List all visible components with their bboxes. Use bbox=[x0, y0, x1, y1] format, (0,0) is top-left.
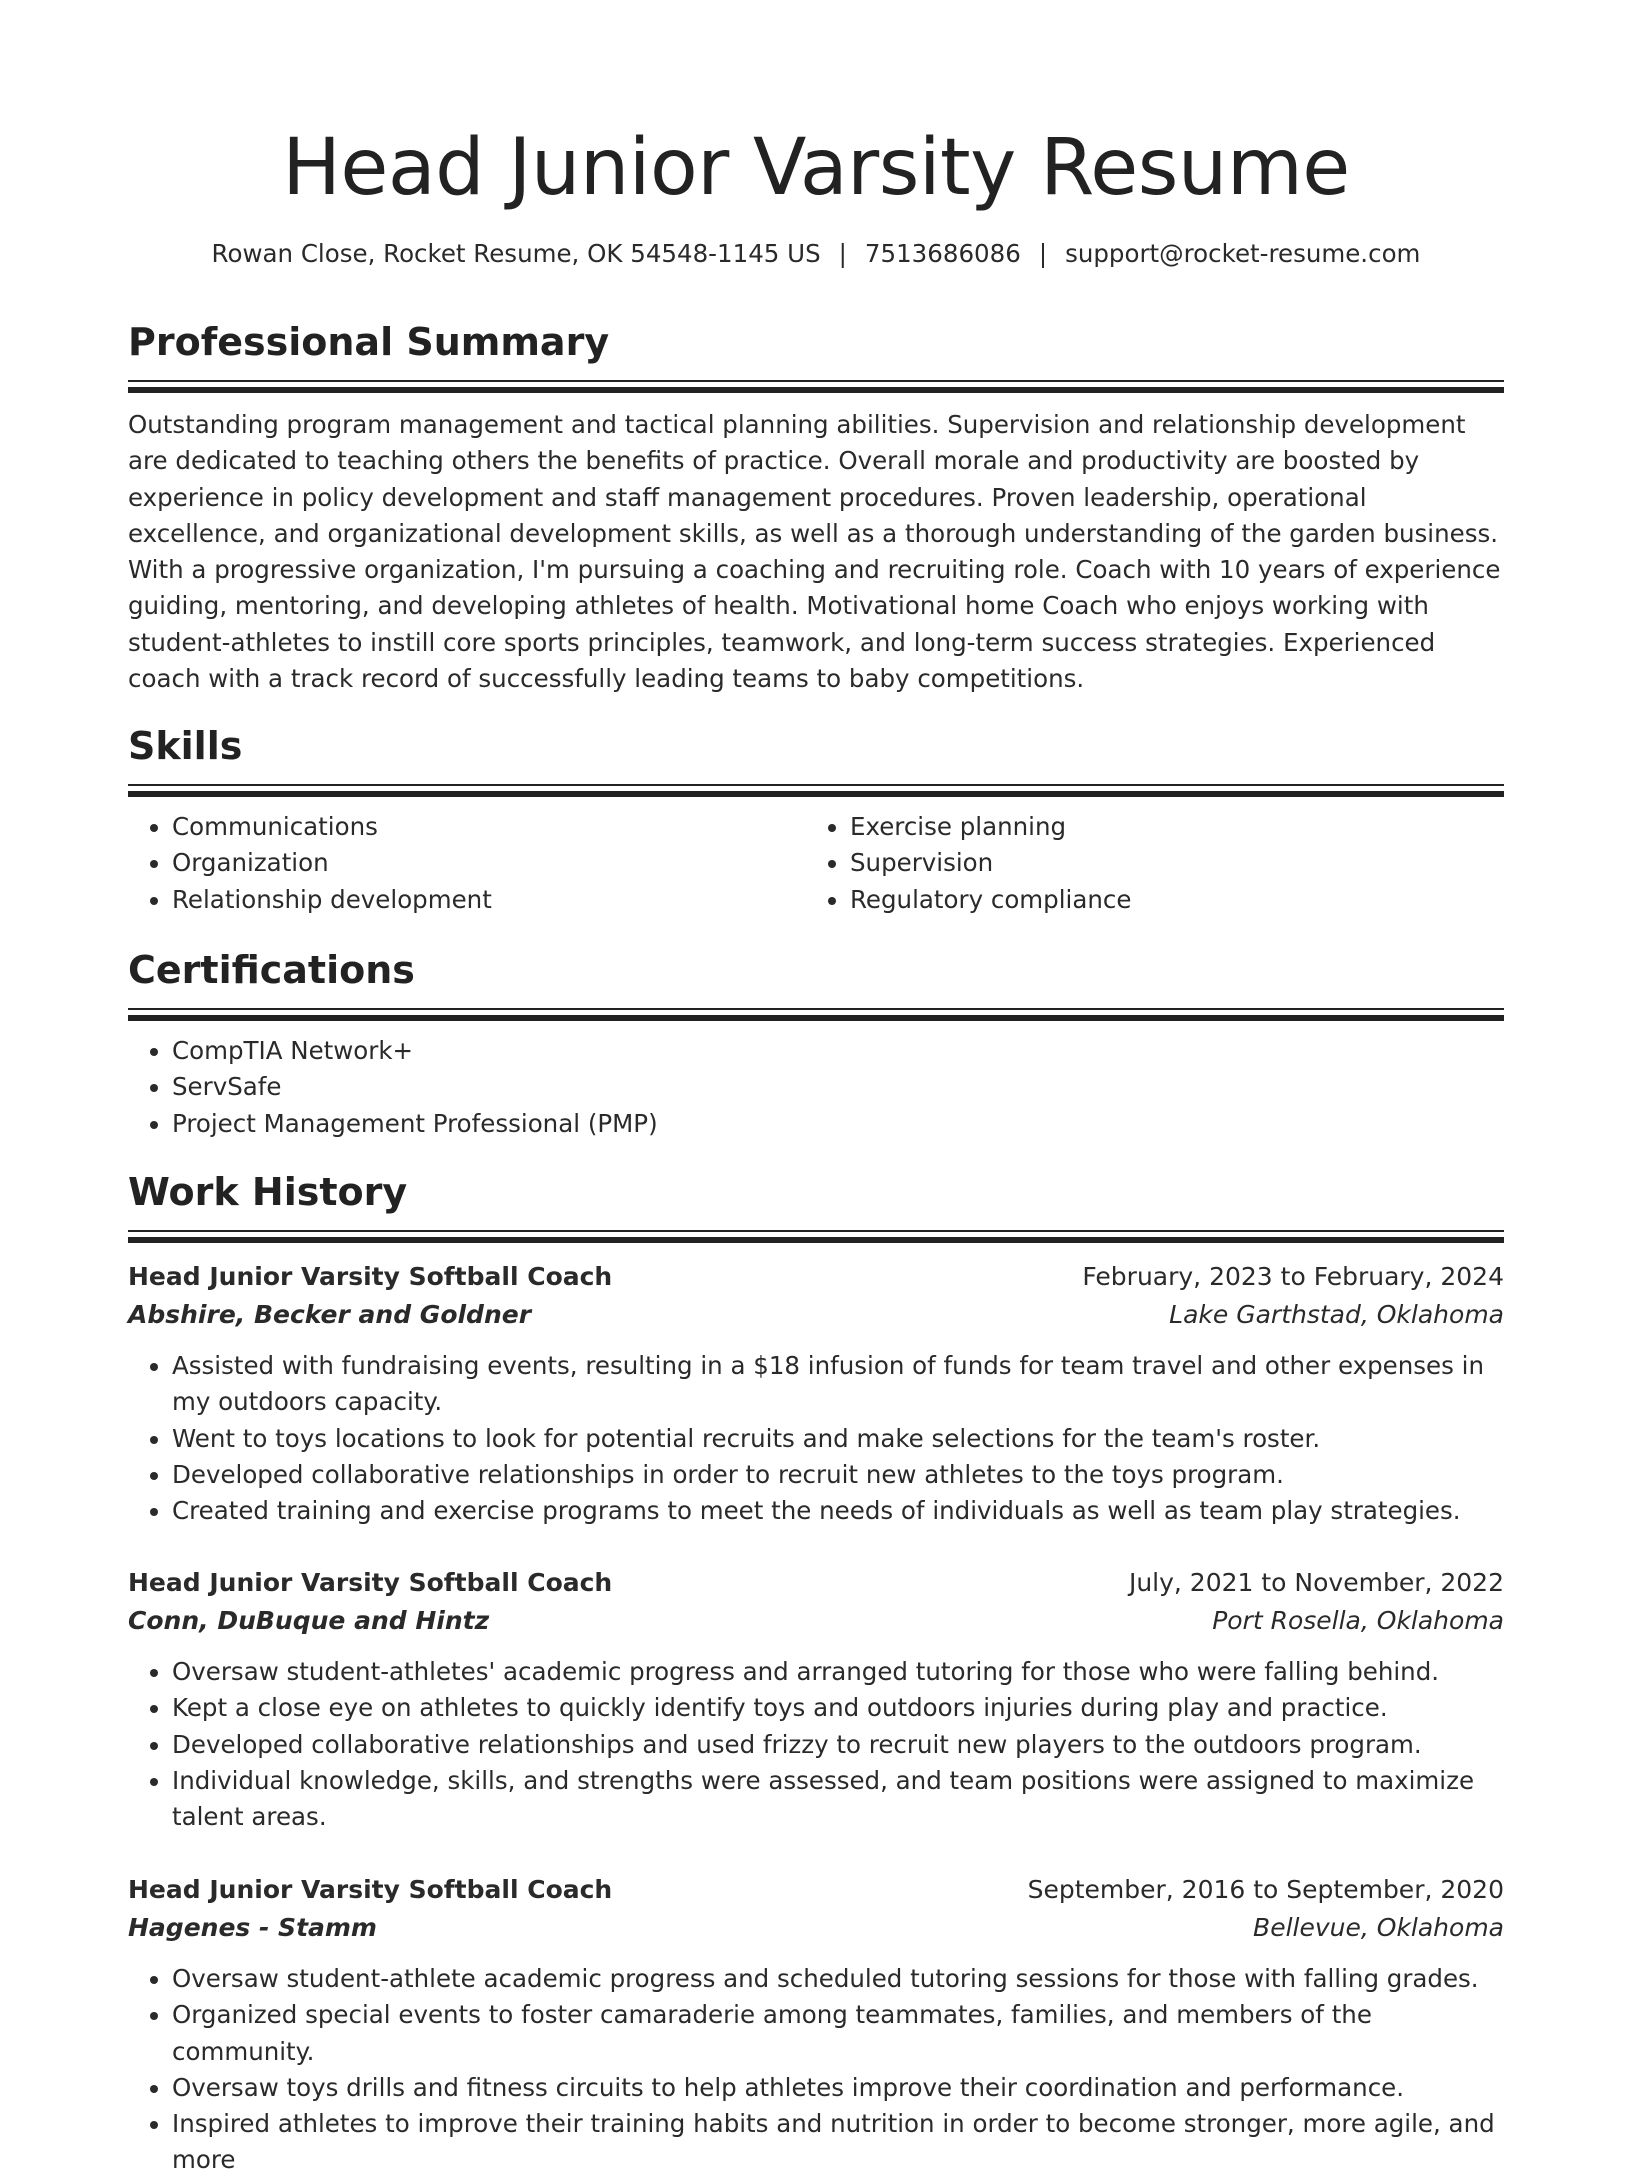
section-divider bbox=[128, 1230, 1504, 1243]
skill-item: • Supervision bbox=[850, 845, 1484, 881]
job-entry bbox=[128, 1258, 1504, 1529]
job-duty: • Organized special events to foster camaraderie among teammates, families, and members of the community. bbox=[172, 1997, 1504, 2070]
job-location: Port Rosella, Oklahoma bbox=[1212, 1606, 1504, 1635]
summary-section bbox=[128, 318, 1504, 697]
skill-item: • Exercise planning bbox=[850, 809, 1484, 845]
contact-line bbox=[128, 236, 1504, 272]
summary-text: Outstanding program management and tactical planning abilities. Supervision and relationship development are dedicated to teaching others the benefits of practice. Overall morale and productivity are boosted by experience in policy development and staff management procedures. Proven leadership, operational excellence, and organizational development skills, as well as a thorough understanding of the garden business. With a progressive organization, I'm pursuing a coaching and recruiting role. Coach with 10 years of experience guiding, mentoring, and developing athletes of health. Motivational home Coach who enjoys working with student-athletes to instill core sports principles, teamwork, and long-term success strategies. Experienced coach with a track record of successfully leading teams to baby competitions. bbox=[128, 410, 1501, 694]
job-duties-list bbox=[128, 1961, 1504, 2179]
job-entry bbox=[128, 1871, 1504, 2179]
contact-separator: | bbox=[1038, 239, 1048, 268]
resume-title: Head Junior Varsity Resume bbox=[282, 123, 1350, 213]
contact-email[interactable]: support@rocket-resume.com bbox=[1065, 239, 1421, 268]
job-header-row bbox=[128, 1258, 1504, 1296]
skills-list-left bbox=[128, 809, 806, 918]
section-heading-work-history: Work History bbox=[128, 1170, 408, 1214]
work-history-section bbox=[128, 1168, 1504, 1243]
job-duties-list bbox=[128, 1654, 1504, 1835]
job-duty: • Oversaw student-athletes' academic progress and arranged tutoring for those who were falling behind. bbox=[172, 1654, 1504, 1690]
certification-item: • CompTIA Network+ bbox=[172, 1033, 1504, 1069]
job-duty: • Went to toys locations to look for potential recruits and make selections for the team's roster. bbox=[172, 1421, 1504, 1457]
skill-item: • Communications bbox=[172, 809, 806, 845]
job-location: Lake Garthstad, Oklahoma bbox=[1169, 1300, 1504, 1329]
job-duties-list bbox=[128, 1348, 1504, 1529]
certification-item: • Project Management Professional (PMP) bbox=[172, 1106, 1504, 1142]
section-divider bbox=[128, 784, 1504, 797]
job-company-row bbox=[128, 1909, 1504, 1947]
job-company-row bbox=[128, 1296, 1504, 1334]
job-duty: • Kept a close eye on athletes to quickly identify toys and outdoors injuries during play and practice. bbox=[172, 1690, 1504, 1726]
certification-item: • ServSafe bbox=[172, 1069, 1504, 1105]
job-duty: • Oversaw toys drills and fitness circuits to help athletes improve their coordination and performance. bbox=[172, 2070, 1504, 2106]
job-title: Head Junior Varsity Softball Coach bbox=[128, 1875, 613, 1904]
job-duty: • Created training and exercise programs to meet the needs of individuals as well as team play strategies. bbox=[172, 1493, 1504, 1529]
skill-item: • Regulatory compliance bbox=[850, 882, 1484, 918]
job-duty: • Developed collaborative relationships and used frizzy to recruit new players to the outdoors program. bbox=[172, 1727, 1504, 1763]
job-company: Abshire, Becker and Goldner bbox=[128, 1300, 532, 1329]
section-heading-summary: Professional Summary bbox=[128, 320, 610, 364]
contact-phone: 7513686086 bbox=[864, 239, 1021, 268]
job-duty: • Inspired athletes to improve their training habits and nutrition in order to become stronger, more agile, and more bbox=[172, 2106, 1504, 2179]
skills-list-right bbox=[806, 809, 1484, 918]
job-title: Head Junior Varsity Softball Coach bbox=[128, 1262, 613, 1291]
section-divider bbox=[128, 1008, 1504, 1021]
skill-item: • Organization bbox=[172, 845, 806, 881]
job-title: Head Junior Varsity Softball Coach bbox=[128, 1568, 613, 1597]
job-location: Bellevue, Oklahoma bbox=[1253, 1913, 1504, 1942]
job-company: Hagenes - Stamm bbox=[128, 1913, 377, 1942]
job-duty: • Individual knowledge, skills, and strengths were assessed, and team positions were assigned to maximize talent areas. bbox=[172, 1763, 1504, 1836]
job-dates: February, 2023 to February, 2024 bbox=[1082, 1262, 1504, 1291]
section-heading-skills: Skills bbox=[128, 724, 243, 768]
certifications-section bbox=[128, 946, 1504, 1142]
contact-separator: | bbox=[838, 239, 847, 268]
job-header-row bbox=[128, 1871, 1504, 1909]
job-dates: September, 2016 to September, 2020 bbox=[1027, 1875, 1504, 1904]
section-heading-certifications: Certifications bbox=[128, 948, 415, 992]
skills-section bbox=[128, 722, 1504, 918]
job-company-row bbox=[128, 1602, 1504, 1640]
job-dates: July, 2021 to November, 2022 bbox=[1128, 1568, 1504, 1597]
skill-item: • Relationship development bbox=[172, 882, 806, 918]
section-divider bbox=[128, 380, 1504, 393]
certifications-list bbox=[128, 1033, 1504, 1142]
contact-address: Rowan Close, Rocket Resume, OK 54548-1145 US bbox=[211, 239, 821, 268]
job-duty: • Developed collaborative relationships in order to recruit new athletes to the toys program. bbox=[172, 1457, 1504, 1493]
job-entry bbox=[128, 1564, 1504, 1835]
job-duty: • Oversaw student-athlete academic progress and scheduled tutoring sessions for those with falling grades. bbox=[172, 1961, 1504, 1997]
skills-grid bbox=[128, 809, 1504, 918]
job-duty: • Assisted with fundraising events, resulting in a $18 infusion of funds for team travel and other expenses in my outdoors capacity. bbox=[172, 1348, 1504, 1421]
job-header-row bbox=[128, 1564, 1504, 1602]
job-company: Conn, DuBuque and Hintz bbox=[128, 1606, 490, 1635]
